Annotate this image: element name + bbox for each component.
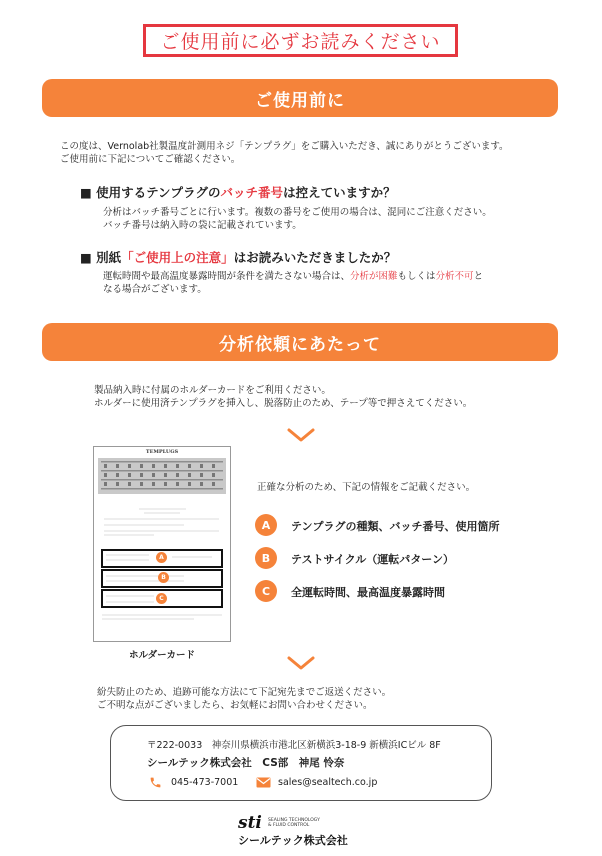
section2-intro (94, 384, 472, 410)
note-text: もしくは (397, 271, 436, 282)
return-text (97, 686, 391, 712)
company-logo (238, 815, 368, 847)
notice-text: ご使用前に必ずお読みください (160, 31, 441, 53)
badge-c: C (255, 580, 277, 602)
note-red: 分析が困難 (350, 271, 398, 282)
notice-box (143, 24, 458, 57)
item-label: 全運転時間、最高温度暴露時間 (291, 586, 445, 599)
card-badge-b: B (158, 572, 169, 583)
section2-title: 分析依頼にあたって (219, 334, 381, 355)
contact-phone[interactable]: 045-473-7001 (171, 777, 239, 788)
intro-line: ご使用前に下記についてご確認ください。 (60, 154, 241, 165)
section1-banner (42, 79, 558, 117)
item-label: テンプラグの種類、バッチ番号、使用箇所 (291, 520, 500, 533)
note-text: と (473, 271, 484, 282)
badge-a: A (255, 514, 277, 536)
question-prefix: ■ 別紙 (80, 250, 122, 265)
section2-banner (42, 323, 558, 361)
contact-box (110, 725, 492, 801)
card-plug-grid (98, 458, 226, 494)
contact-company: シールテック株式会社 CS部 神尾 怜奈 (147, 757, 345, 769)
card-badge-a: A (156, 552, 167, 563)
question-suffix: はお読みいただきましたか？ (233, 250, 397, 265)
intro-line: ホルダーに使用済テンプラグを挿入し、脱落防止のため、テープ等で押さえてください。 (94, 398, 473, 409)
note-text: 運転時間や最高温度暴露時間が条件を満たさない場合は、 (103, 271, 351, 282)
question-highlight: 「ご使用上の注意」 (121, 250, 234, 265)
intro-line: 製品納入時に付属のホルダーカードをご利用ください。 (94, 385, 331, 396)
return-line: ご不明な点がございましたら、お気軽にお問い合わせください。 (97, 700, 373, 711)
note-line (103, 270, 483, 283)
note-line: バッチ番号は納入時の袋に記載されています。 (103, 220, 302, 231)
logo-mark: sti (238, 813, 262, 833)
chevron-down-icon (287, 428, 315, 442)
phone-icon (149, 776, 162, 789)
note-red: 分析不可 (435, 271, 474, 282)
mail-icon (256, 777, 271, 788)
logo-tagline (268, 818, 320, 828)
batch-note (103, 206, 492, 232)
contact-address: 〒222-0033 神奈川県横浜市港北区新横浜3-18-9 新横浜ICビル 8F (147, 740, 441, 751)
logo-name: シールテック株式会社 (238, 834, 348, 847)
question-highlight: バッチ番号 (220, 185, 284, 200)
item-label: テストサイクル（運転パターン） (291, 553, 455, 566)
card-title: TEMPLUGS (145, 449, 179, 455)
holder-card-image (93, 446, 231, 642)
note-line: 分析はバッチ番号ごとに行います。複数の番号をご使用の場合は、混同にご注意ください。 (103, 207, 492, 218)
chevron-down-icon (287, 656, 315, 670)
note-line: なる場合がございます。 (103, 284, 207, 295)
question-prefix: ■ 使用するテンプラグの (80, 185, 221, 200)
card-grid-graphic (98, 458, 226, 494)
intro-line: この度は、Vernolab社製温度計測用ネジ「テンプラグ」をご購入いただき、誠にありがとうございます。 (60, 141, 509, 152)
section1-intro (60, 140, 509, 166)
question-batch (80, 183, 396, 201)
section1-title: ご使用前に (255, 90, 345, 111)
badge-b: B (255, 547, 277, 569)
logo-tagline-line: SEALING TECHNOLOGY (268, 818, 320, 823)
card-badge-c: C (156, 593, 167, 604)
question-caution (80, 248, 396, 266)
caution-note (103, 270, 483, 296)
contact-email[interactable]: sales@sealtech.co.jp (278, 777, 378, 788)
logo-tagline-line: & FLUID CONTROL (268, 823, 310, 828)
question-suffix: は控えていますか？ (283, 185, 396, 200)
card-caption: ホルダーカード (129, 650, 195, 661)
card-form-graphic (94, 499, 230, 639)
return-line: 紛失防止のため、追跡可能な方法にて下記宛先までご返送ください。 (97, 687, 392, 698)
info-lead: 正確な分析のため、下記の情報をご記載ください。 (257, 482, 476, 493)
